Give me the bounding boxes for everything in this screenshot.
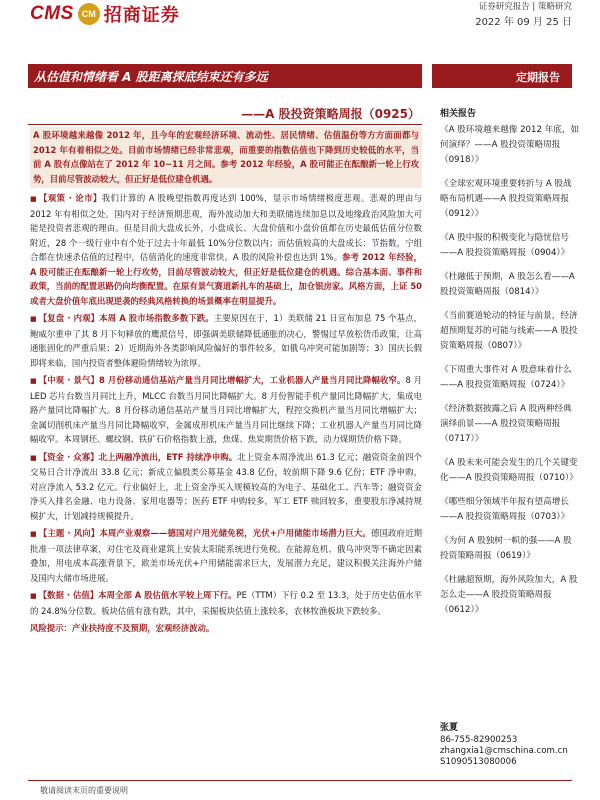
related-report-link[interactable]: 《哪些细分领域半年报有望高增长——A 股投资策略周报（0703）》 xyxy=(440,497,570,522)
report-subtitle: ——A 股投资策略周报（0925） xyxy=(241,107,420,121)
section-label: 【复盘 · 内观】 xyxy=(38,313,100,323)
section-body: 德国政府近期批准一项法律草案，对住宅及商业建筑上安装太阳能系统进行免税。在能源危机、俄乌冲突等不确定因素叠加，用电成本高涨背景下，欧美市场光伏+户用储能需求巨大，发展潜力充足，建议积极关注海外户储及国内大储市场进展。 xyxy=(30,528,423,583)
related-report-link[interactable]: 《杜融低于预期，A 股怎么看——A 股投资策略周报（0814）》 xyxy=(440,272,575,297)
logo-emblem-icon: CM xyxy=(78,3,100,25)
analyst-name: 张夏 xyxy=(440,723,459,733)
bullet-square-icon: ■ xyxy=(30,195,38,203)
analyst-phone: 86-755-82900253 xyxy=(440,735,518,745)
report-date: 2022 年 09 月 25 日 xyxy=(475,17,572,28)
section-market-view xyxy=(30,191,422,308)
section-body: 北上资金本周净流出 61.3 亿元；融资资金前四个交易日合计净流出 33.8 亿元；新成立偏股类公募基金 43.8 亿份，较前期下降 9.6 亿份；ETF 净申购，对应净流入 53.2 亿元。行业偏好上，北上资金净买入规模较高的为电子、基础化工、汽车等；融资资金净买入排名金融、电力设备、家用电器等；医药 ETF 申购较多，军工 ETF 赎回较多，重要股东净减持规模扩大，计划减持规模提升。 xyxy=(30,451,422,521)
section-body: 主要原因在于，1）美联储 21 日宣布加息 75 个基点，鲍威尔重申了其 8 月下旬释放的鹰派信号，即强调美联储降低通胀的决心，警惕过早放松货币政策，让高通胀固化的严重后果；2）近期海外各类影响风险偏好的事件较多，如俄乌冲突可能加剧等；3）国庆长假即将来临，国内投资者整体避险情绪较为浓厚。 xyxy=(30,313,422,368)
section-body: 8 月 LED 芯片台数当月同比上升，MLCC 台数当月同比降幅扩大。8 月份智能手机产量同比降幅扩大，集成电路产量同比降幅扩大。8 月份移动通信基站产量当月同比增幅扩大，程控交换机产量当月同比增幅扩大；金属切削机床产量当月同比降幅收窄，金属成形机床产量当月同比继续下降；工业机器人产量当月同比降幅收窄。本周钢坯、螺纹钢、铁矿石价格指数上涨，焦煤、焦炭期货价格下跌，动力煤期货价格下降。 xyxy=(30,375,422,444)
analyst-info xyxy=(440,720,580,768)
section-highlight: 本周产业观察——德国对户用光储免税，光伏+户用储能市场潜力巨大。 xyxy=(99,528,371,538)
company-logo xyxy=(30,2,180,26)
section-highlight: 北上两融净流出，ETF 持续净申购。 xyxy=(98,451,238,462)
related-report-link[interactable]: 《下周重大事件对 A 股意味着什么——A 股投资策略周报（0724）》 xyxy=(440,365,572,390)
section-highlight: 本周 A 股市场指数多数下跌。 xyxy=(99,313,214,323)
related-report-link[interactable]: 《为何 A 股独树一帜的强——A 股投资策略周报（0619）》 xyxy=(440,536,572,561)
section-body: PE（TTM）下行 0.2 至 13.3，处于历史估值水平的 24.8%分位数。板块估值有涨有跌，其中，采掘板块估值上涨较多，农林牧渔板块下跌较多。 xyxy=(30,590,423,616)
section-industry xyxy=(30,373,422,447)
bullet-square-icon: ■ xyxy=(30,453,37,462)
analyst-license: S1090513080006 xyxy=(440,757,517,767)
section-label: 【主题 · 风向】 xyxy=(38,528,100,538)
section-highlight: 8 月份移动通信基站产量当月同比增幅扩大，工业机器人产量当月同比降幅收窄。 xyxy=(99,375,406,385)
related-reports-title: 相关报告 xyxy=(440,109,477,119)
section-label: 【中观 · 景气】 xyxy=(38,375,100,385)
footer-divider xyxy=(28,780,572,781)
section-funds xyxy=(30,450,422,524)
report-header xyxy=(0,0,600,44)
section-body: 我们计算的 A 股晚望指数再度达到 100%，显示市场情绪极度悲观。悲观的理由与 2012 年有相似之处。国内对于经济预期悲观，海外波动加大和美联储连续加息以及地缘政治风险加大可能是投资者悲观的理由。但是目前大盘成长外，小盘成长、大盘价值和小盘价值都在历史最低估值分位数附近，28 个一级行业中有个处于过去十年最低 10%分位数以内；而估值较高的大盘成长：节指数，宁组合都在快速杀估值的过程中，估值消化的速度非常快。A 股的风险补偿也达到 1%。 xyxy=(30,193,422,262)
section-highlight: 本周全部 A 股估值水平较上周下行。 xyxy=(98,590,237,600)
analyst-email[interactable]: zhangxia1@cmschina.com.cn xyxy=(440,746,568,756)
bullet-square-icon: ■ xyxy=(30,377,37,385)
title-bar xyxy=(28,64,422,88)
related-report-link[interactable]: 《A 股未来可能会发生的几个关键变化——A 股投资策略周报（0710）》 xyxy=(440,458,578,483)
summary-box xyxy=(30,127,422,188)
related-reports-sidebar xyxy=(440,106,580,627)
footer-note: 敬请阅读末页的重要说明 xyxy=(40,786,128,795)
bullet-square-icon: ■ xyxy=(30,592,37,600)
report-category-tag: 定期报告 xyxy=(432,64,572,88)
section-label: 【资金 · 众寡】 xyxy=(38,451,99,462)
section-highlight: 参考 2012 年经验，A 股可能正在酝酿新一轮上行攻势，目前尽管波动较大，但正好是低位建仓的机遇。综合基本面、事件和政策，当前的配置思路仍向均衡配置。在原有景气赛道新扎车的基础上，加仓银房家。风格方面，上证 50 或者大盘价值年底出现逆袭的经典风格转换的场景概率在明显提升。 xyxy=(30,252,422,306)
related-report-link[interactable]: 《A 股环境越来越像 2012 年底，如何演绎？——A 股投资策略周报（0918）》 xyxy=(440,125,580,165)
related-report-link[interactable]: 《当前赛道轮动的特征与前景，经济超预期复苏的可能与线索——A 股投资策略周报（0807）》 xyxy=(440,311,578,351)
bullet-square-icon: ■ xyxy=(30,530,37,538)
main-content xyxy=(30,127,422,636)
logo-chinese-text: 招商证券 xyxy=(103,5,180,26)
section-label: 【观策 · 论市】 xyxy=(39,193,102,203)
section-label: 【数据 · 估值】 xyxy=(38,590,99,600)
title-divider xyxy=(28,124,422,125)
related-report-link[interactable]: 《全球宏观环境重要转折与 A 股战略布局机遇——A 股投资策略周报（0912）》 xyxy=(440,179,572,219)
risk-warning: 风险提示：产业扶持度不及预期，宏观经济波动。 xyxy=(30,623,215,633)
section-valuation xyxy=(30,588,422,618)
report-type: 证券研究报告 | 策略研究 xyxy=(478,2,572,12)
report-title: 从估值和情绪看 A 股距离探底结束还有多远 xyxy=(34,70,268,84)
section-review xyxy=(30,311,422,370)
bullet-square-icon: ■ xyxy=(30,315,37,323)
related-report-link[interactable]: 《杜融超预期，海外风险加大，A 股怎么走——A 股投资策略周报（0612）》 xyxy=(440,575,578,615)
section-theme xyxy=(30,526,422,585)
logo-latin-text: CMS xyxy=(30,3,74,24)
summary-text: A 股环境越来越像 2012 年，且今年的宏观经济环境、流动性、居民情绪、估值温份等方方面面都与 2012 年有着相似之处。目前市场情绪已经非常悲观，而重要的指数估值也下降到历史较低的水平，当前 A 股有点像站在了 2012 年 10~11 月之间。参考 2012 年经验，A 股可能正在酝酿新一轮上行攻势，目前尽管波动较大，但正好是低位建仓机遇。 xyxy=(33,130,419,184)
related-report-link[interactable]: 《经济数据披露之后 A 股两种经典演绎前景——A 股投资策略周报（0717）》 xyxy=(440,404,572,444)
related-report-link[interactable]: 《A 股中报的积极变化与隐忧信号——A 股投资策略周报（0904）》 xyxy=(440,233,570,258)
